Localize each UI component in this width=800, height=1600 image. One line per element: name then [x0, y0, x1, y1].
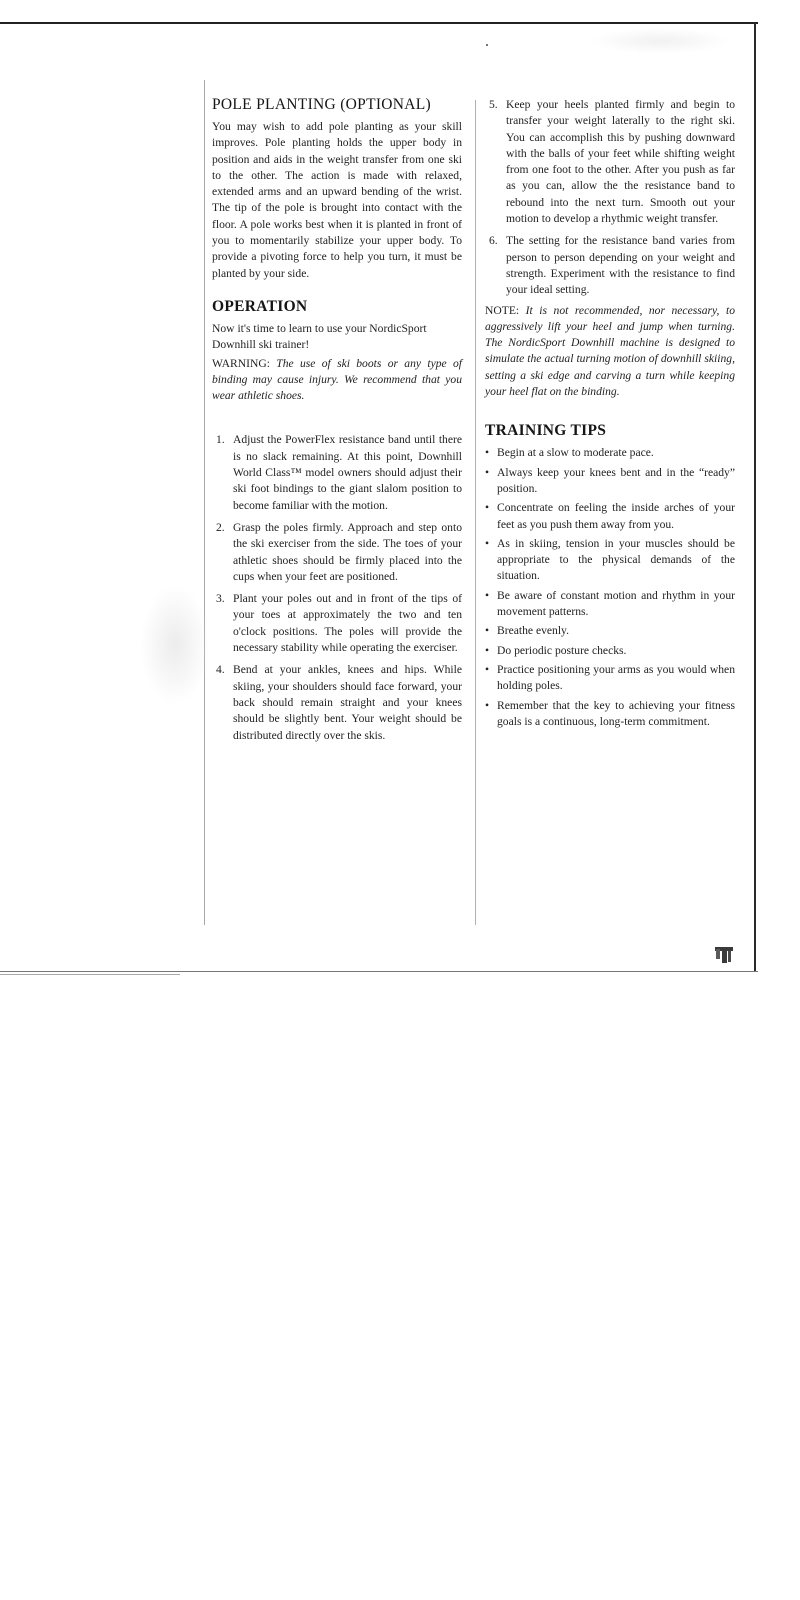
list-item: • Do periodic posture checks.: [485, 643, 735, 659]
list-item: [212, 591, 462, 656]
list-item: [212, 520, 462, 585]
left-margin-rule: [204, 80, 205, 925]
list-item: [485, 233, 735, 298]
operation-steps-list: [212, 432, 462, 743]
page-right-edge: [754, 22, 756, 972]
bleed-through-smudge: [140, 585, 210, 705]
operation-section: [212, 298, 462, 404]
operation-steps-list-continued: [485, 97, 735, 299]
bottom-rule-secondary: [0, 974, 180, 975]
list-item: • Begin at a slow to moderate pace.: [485, 445, 735, 461]
operation-warning: [212, 356, 462, 405]
step-text: Bend at your ankles, knees and hips. While skiing, your shoulders should face forward, your back should remain straight and your knees should be slightly bent. Your weight should be distributed directly over the skis.: [233, 663, 462, 742]
bleed-through-smudge: [590, 28, 730, 54]
step-number: 2.: [216, 520, 225, 534]
training-tips-heading: TRAINING TIPS: [485, 422, 607, 440]
step-number: 6.: [489, 234, 498, 248]
step-text: Adjust the PowerFlex resistance band until there is no slack remaining. At this point, Downhill World Class™ model owners should adjust their ski foot bindings to the giant slalom position to become familiar with the motion.: [233, 433, 462, 512]
step-number: 5.: [489, 98, 498, 111]
list-item: • Breathe evenly.: [485, 623, 735, 639]
step-text: Keep your heels planted firmly and begin to transfer your weight laterally to the right ski. You can accomplish this by pushing downward with the balls of your feet while shifting weight from one foot to the other. After you push as far as you can, allow the the resistance band to rebound into the next turn. Smooth out your motion to develop a rhythmic weight transfer.: [506, 98, 735, 226]
left-column: [212, 96, 462, 750]
list-item: • As in skiing, tension in your muscles should be appropriate to the physical demands of the situation.: [485, 536, 735, 585]
list-item: • Practice positioning your arms as you would when holding poles.: [485, 662, 735, 695]
operation-intro: Now it's time to learn to use your NordicSport Downhill ski trainer!: [212, 321, 427, 352]
nordictrack-logo-mark-icon: [714, 944, 734, 964]
list-item: [485, 97, 735, 227]
list-item: [212, 662, 462, 743]
list-item: • Concentrate on feeling the inside arches of your feet as you push them away from you.: [485, 500, 735, 533]
step-text: The setting for the resistance band varies from person to person depending on your weight and strength. Experiment with the resistance to find your ideal setting.: [506, 234, 735, 297]
pole-planting-heading: POLE PLANTING (OPTIONAL): [212, 96, 432, 113]
note-label: NOTE:: [485, 303, 520, 317]
top-rule: [0, 22, 758, 24]
step-text: Grasp the poles firmly. Approach and step onto the ski exerciser from the side. The toes of your athletic shoes should be firmly placed into the cups when your feet are positioned.: [233, 520, 462, 583]
bottom-rule: [0, 971, 758, 972]
warning-label: WARNING:: [212, 356, 270, 370]
operation-heading: OPERATION: [212, 297, 308, 315]
list-item: • Remember that the key to achieving your fitness goals is a continuous, long-term commitment.: [485, 698, 735, 731]
step-number: 4.: [216, 663, 225, 677]
pole-planting-body: You may wish to add pole planting as your skill improves. Pole planting holds the upper body in position and aids in the weight transfer from one ski to the other. The action is made with relaxed, extended arms and an upward bending of the wrist. The tip of the pole is brought into contact with the floor. A pole works best when it is planted in front of you to momentarily stabilize your upper body. To provide a pivoting force to help you turn, it must be planted by your side.: [212, 120, 462, 280]
list-item: • Always keep your knees bent and in the “ready” position.: [485, 465, 735, 498]
note-paragraph: [485, 303, 735, 401]
pole-planting-section: [212, 96, 462, 282]
list-item: • Be aware of constant motion and rhythm in your movement patterns.: [485, 588, 735, 621]
scan-speck: [486, 44, 488, 46]
step-text: Plant your poles out and in front of the tips of your toes at approximately the two and ten o'clock positions. The poles will provide the necessary stability while operating the exerciser.: [233, 592, 462, 655]
step-number: 1.: [216, 433, 225, 447]
right-column: [485, 97, 735, 733]
warning-text: The use of ski boots or any type of binding may cause injury. We recommend that you wear athletic shoes.: [212, 356, 462, 403]
training-tips-section: [485, 422, 735, 730]
column-divider-rule: [475, 100, 476, 925]
note-text: It is not recommended, nor necessary, to aggressively lift your heel and jump when turning. The NordicSport Downhill machine is designed to simulate the actual turning motion of downhill skiing, setting a ski edge and carving a turn while keeping your heel flat on the binding.: [485, 303, 735, 399]
list-item: [212, 432, 462, 513]
training-tips-list: [485, 445, 735, 730]
step-number: 3.: [216, 592, 225, 606]
